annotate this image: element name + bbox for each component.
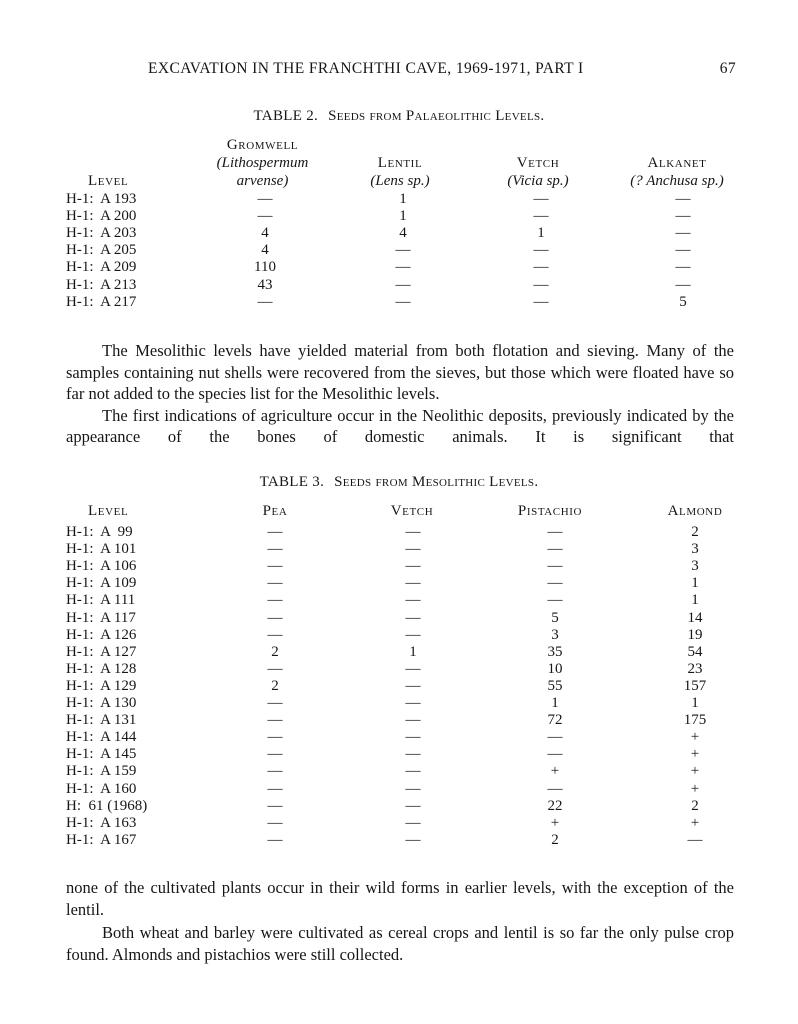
table2-title: Seeds from Palaeolithic Levels.: [328, 108, 545, 124]
table3-cell-vetch: —: [405, 677, 421, 694]
table3-row: [0, 763, 798, 780]
table3-cell-pistachio: 3: [551, 626, 559, 643]
paragraph-mesolithic: The Mesolithic levels have yielded material from both flotation and sieving. Many of the samples containing nut shells were recovered from the sieves, but those which were floated have so far not added to the species list for the Mesolithic levels.: [66, 341, 734, 403]
table3-cell-level: H-1: A 144: [66, 729, 137, 746]
table2-cell-lentil: 1: [399, 191, 407, 207]
table3-cell-level: H-1: A 99: [66, 524, 133, 540]
table2-row: [0, 191, 798, 208]
table3-header-level: Level: [88, 503, 129, 519]
table3-cell-vetch: —: [405, 541, 421, 558]
table3-cell-vetch: —: [405, 592, 421, 609]
table3-cell-almond: 19: [687, 626, 703, 643]
paragraph-cultivation: Both wheat and barley were cultivated as cereal crops and lentil is so far the only pulse crop found. Almonds and pistachios were still collected.: [66, 923, 734, 964]
table3-cell-pistachio: 35: [547, 643, 563, 660]
table3-cell-level: H-1: A 109: [66, 575, 137, 592]
table2-row: [0, 259, 798, 276]
table2-header-gromwell-name: Gromwell: [226, 137, 299, 153]
table3-row: [0, 661, 798, 678]
table3-cell-pistachio: 10: [547, 660, 563, 677]
table3-cell-level: H-1: A 130: [66, 695, 137, 711]
table3-cell-level: H-1: A 145: [66, 746, 137, 763]
table3-row: [0, 678, 798, 695]
table3-cell-vetch: 1: [409, 643, 417, 660]
table2-cell-lentil: —: [395, 293, 411, 310]
table3-header-vetch: Vetch: [390, 503, 434, 519]
body-text-mid: [66, 340, 734, 448]
table3-row: [0, 729, 798, 746]
table3-cell-almond: 3: [691, 541, 699, 558]
table3-cell-pea: —: [267, 592, 283, 609]
table3-cell-almond: 54: [687, 643, 703, 660]
table3-cell-vetch: —: [405, 575, 421, 592]
table3-cell-pea: 2: [271, 643, 279, 660]
table3-cell-vetch: —: [405, 814, 421, 831]
table2-cell-alkanet: —: [675, 208, 691, 225]
table2-header-lentil: Lentil (Lens sp.): [370, 155, 430, 189]
table2-header-gromwell-latin2: arvense): [236, 173, 289, 189]
table3-cell-pea: —: [267, 609, 283, 626]
table2-cell-alkanet: —: [675, 276, 691, 293]
table2-header-gromwell: [200, 136, 325, 190]
table3-cell-pistachio: 22: [547, 797, 563, 814]
table3-header-pea: Pea: [262, 503, 288, 519]
table3-row: [0, 575, 798, 592]
table2-cell-lentil: 4: [399, 225, 407, 242]
table3-cell-pea: —: [267, 524, 283, 540]
table3-cell-pea: —: [267, 541, 283, 558]
running-head-title: EXCAVATION IN THE FRANCHTHI CAVE, 1969-1971, PART I: [148, 60, 584, 77]
table2-cell-vetch: —: [533, 208, 549, 225]
table2-cell-alkanet: —: [675, 242, 691, 259]
table3-cell-level: H-1: A 129: [66, 677, 137, 694]
table3-cell-pea: —: [267, 575, 283, 592]
table3-cell-pistachio: —: [547, 541, 563, 558]
table3-cell-almond: 14: [687, 609, 703, 626]
table2-caption: [0, 108, 798, 125]
table2-cell-alkanet: —: [675, 191, 691, 207]
table3-row: [0, 592, 798, 609]
table2-cell-lentil: 1: [399, 208, 407, 225]
table2-cell-vetch: 1: [537, 225, 545, 242]
table2-cell-vetch: —: [533, 191, 549, 207]
table3-cell-vetch: —: [405, 524, 421, 540]
table3-row: [0, 712, 798, 729]
table2-row: [0, 294, 798, 311]
paragraph-agriculture: The first indications of agriculture occur in the Neolithic deposits, previously indicated by the appearance of the bones of domestic animals. It is significant that: [66, 405, 734, 446]
table3-cell-vetch: —: [405, 763, 421, 780]
table2-cell-gromwell: 4: [261, 225, 269, 242]
table3-cell-pistachio: 1: [551, 695, 559, 711]
table3-cell-pea: —: [267, 797, 283, 814]
table3-cell-almond: +: [690, 763, 700, 780]
table3-cell-vetch: —: [405, 609, 421, 626]
page-number: 67: [719, 60, 736, 77]
table2-cell-gromwell: 4: [261, 242, 269, 259]
table3-cell-almond: 157: [683, 677, 707, 694]
table3-cell-level: H-1: A 111: [66, 592, 136, 609]
table3-row: [0, 558, 798, 575]
table2-header-level: Level: [88, 173, 129, 189]
table2-label: TABLE 2.: [253, 108, 319, 124]
table3-cell-vetch: —: [405, 626, 421, 643]
table3-cell-pea: 2: [271, 677, 279, 694]
table2-cell-gromwell: —: [257, 208, 273, 225]
table3-cell-vetch: —: [405, 797, 421, 814]
table2-cell-gromwell: —: [257, 191, 273, 207]
table3-cell-vetch: —: [405, 729, 421, 746]
table3-row: [0, 627, 798, 644]
table3-cell-level: H-1: A 159: [66, 763, 137, 780]
table3-cell-pea: —: [267, 712, 283, 729]
table2-cell-level: H-1: A 205: [66, 242, 137, 259]
table3-cell-pea: —: [267, 780, 283, 797]
table3-cell-pea: —: [267, 831, 283, 848]
table3-row: [0, 524, 798, 541]
table3-cell-pistachio: +: [550, 763, 560, 780]
table3-cell-pistachio: —: [547, 558, 563, 575]
table2-row: [0, 242, 798, 259]
table3-cell-pistachio: 72: [547, 712, 563, 729]
table3-cell-vetch: —: [405, 831, 421, 848]
table3-header-almond: Almond: [667, 503, 723, 519]
table3-cell-level: H-1: A 128: [66, 660, 137, 677]
table3-cell-level: H-1: A 106: [66, 558, 137, 575]
table3-row: [0, 815, 798, 832]
table2-header-gromwell-latin: (Lithospermum: [216, 155, 309, 171]
table2-row: [0, 208, 798, 225]
table2-cell-lentil: —: [395, 276, 411, 293]
table3-header-pistachio: Pistachio: [517, 503, 583, 519]
table3-cell-pistachio: 2: [551, 831, 559, 848]
table3-cell-almond: —: [687, 831, 703, 848]
paragraph-wild-forms: none of the cultivated plants occur in their wild forms in earlier levels, with the exception of the lentil.: [66, 878, 734, 919]
table3-cell-almond: 1: [691, 575, 699, 592]
table3-cell-level: H-1: A 126: [66, 626, 137, 643]
table3-row: [0, 541, 798, 558]
table3-cell-pistachio: —: [547, 575, 563, 592]
table3-cell-level: H-1: A 163: [66, 814, 137, 831]
table3-cell-almond: 3: [691, 558, 699, 575]
table2-cell-alkanet: —: [675, 225, 691, 242]
table3-row: [0, 644, 798, 661]
table3-row: [0, 695, 798, 712]
table3-cell-almond: +: [690, 814, 700, 831]
table3-label: TABLE 3.: [259, 474, 325, 490]
table2-cell-level: H-1: A 209: [66, 259, 137, 276]
table2-cell-level: H-1: A 217: [66, 293, 137, 310]
table3-cell-vetch: —: [405, 660, 421, 677]
table3-cell-pistachio: —: [547, 592, 563, 609]
table2-cell-level: H-1: A 200: [66, 208, 137, 225]
table3-cell-pistachio: —: [547, 729, 563, 746]
table3-cell-almond: 175: [683, 712, 707, 729]
table3-cell-vetch: —: [405, 746, 421, 763]
table2-cell-gromwell: 110: [254, 259, 276, 276]
table3-row: [0, 610, 798, 627]
table3-cell-almond: 1: [691, 695, 699, 711]
table3-cell-almond: +: [690, 729, 700, 746]
table3-cell-pistachio: 5: [551, 609, 559, 626]
table3-cell-pistachio: —: [547, 780, 563, 797]
table2-cell-level: H-1: A 213: [66, 276, 137, 293]
table3-cell-vetch: —: [405, 712, 421, 729]
table2-cell-gromwell: —: [257, 293, 273, 310]
table2-header-alkanet: Alkanet (? Anchusa sp.): [630, 155, 724, 189]
table3-cell-vetch: —: [405, 558, 421, 575]
table3-cell-level: H-1: A 160: [66, 780, 137, 797]
table3-cell-level: H-1: A 131: [66, 712, 137, 729]
table2-cell-level: H-1: A 193: [66, 191, 137, 207]
table3-cell-pistachio: —: [547, 746, 563, 763]
table3-cell-pea: —: [267, 729, 283, 746]
table3-cell-pea: —: [267, 558, 283, 575]
table3-cell-level: H-1: A 127: [66, 643, 137, 660]
table2-cell-gromwell: 43: [257, 276, 273, 293]
table2-cell-lentil: —: [395, 242, 411, 259]
table3-cell-pistachio: 55: [547, 677, 563, 694]
table3-cell-level: H-1: A 101: [66, 541, 137, 558]
table3-cell-pea: —: [267, 763, 283, 780]
table2-cell-vetch: —: [533, 242, 549, 259]
body-text-end: [66, 877, 734, 965]
table3-title: Seeds from Mesolithic Levels.: [334, 474, 539, 490]
table3-cell-almond: 2: [691, 524, 699, 540]
table3-cell-level: H: 61 (1968): [66, 797, 148, 814]
table3-row: [0, 832, 798, 849]
table2-cell-lentil: —: [395, 259, 411, 276]
table3-cell-almond: 23: [687, 660, 703, 677]
table3-cell-pea: —: [267, 695, 283, 711]
table3-caption: [0, 474, 798, 491]
table3-row: [0, 798, 798, 815]
table2-cell-vetch: —: [533, 259, 549, 276]
table2-cell-alkanet: 5: [679, 293, 687, 310]
table3-cell-vetch: —: [405, 780, 421, 797]
table2-cell-alkanet: —: [675, 259, 691, 276]
table3-cell-pistachio: +: [550, 814, 560, 831]
table3-cell-pea: —: [267, 660, 283, 677]
table3-cell-pea: —: [267, 746, 283, 763]
table3-cell-pea: —: [267, 814, 283, 831]
table3-cell-almond: 2: [691, 797, 699, 814]
table3-cell-almond: 1: [691, 592, 699, 609]
table2-cell-level: H-1: A 203: [66, 225, 137, 242]
table2-row: [0, 225, 798, 242]
table2-header-vetch: Vetch (Vicia sp.): [507, 155, 569, 189]
table3-row: [0, 746, 798, 763]
table3-cell-level: H-1: A 117: [66, 609, 136, 626]
table3-cell-level: H-1: A 167: [66, 831, 137, 848]
table2-cell-vetch: —: [533, 293, 549, 310]
table3-cell-vetch: —: [405, 695, 421, 711]
table3-row: [0, 781, 798, 798]
table2-cell-vetch: —: [533, 276, 549, 293]
table3-cell-pea: —: [267, 626, 283, 643]
table3-cell-almond: +: [690, 780, 700, 797]
table3-cell-almond: +: [690, 746, 700, 763]
table3-cell-pistachio: —: [547, 524, 563, 540]
table2-row: [0, 277, 798, 294]
